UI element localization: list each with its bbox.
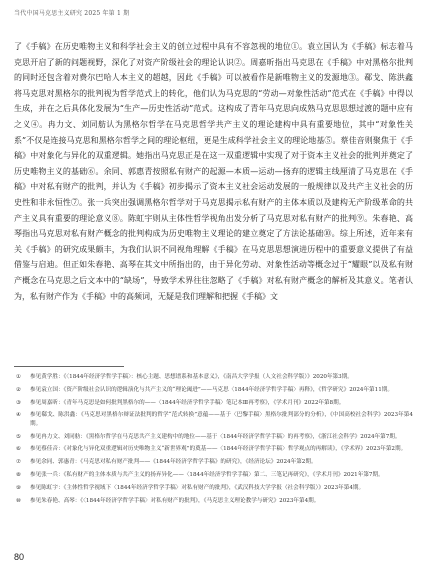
footnote-number: ④ (16, 412, 22, 419)
footnote-number: ⑤ (16, 433, 22, 440)
footnote (14, 373, 413, 381)
page-number: 80 (14, 552, 25, 562)
footnote-divider (14, 366, 124, 367)
footnote (14, 497, 413, 505)
footnote (14, 484, 413, 492)
footnote-text: 参见黄学胜：《〈1844年经济学哲学手稿〉：核心主题、思想谱系和基本意义》，《南昌大学学报（人文社会科学版）》2020年第3期。 (30, 374, 353, 380)
footnote-text: 参见朱春艳、高琴：《〈1844年经济学哲学手稿〉对私有财产的批判》，《马克思主义理论教学与研究》2023年第4期。 (30, 497, 320, 504)
footnote-text: 参见周嘉昕：《青年马克思是如何批判黑格尔的——〈1844年经济学哲学手稿〉笔记本Ⅲ再考察》，《学术月刊》2022年第8期。 (30, 399, 345, 406)
footnote (14, 386, 413, 394)
footnote (14, 471, 413, 479)
footnote-number: ⑥ (16, 446, 22, 453)
footnote (14, 399, 413, 407)
footnote-text: 参见蔡佳音：《对象化与异化双重逻辑对历史唯物主义“新世界观”的奠基——〈1844年经济学哲学手稿〉哲学观点的再解读》，《学术界》2023年第2期。 (30, 446, 407, 453)
footnote (14, 458, 413, 466)
footnote (14, 433, 413, 441)
footnote-text: 参见张一兵：《私有财产的主体本质与共产主义的扬弃异化——〈1844年经济学哲学手稿〉第二、三笔记再研究》，《学术月刊》2021年第7期。 (30, 471, 384, 478)
footnote (14, 445, 413, 453)
footnote-text: 参见袁立国：《资产阶级社会认识的逻辑演化与共产主义的“理论阈进”——马克思〈1844年经济学哲学手稿〉再释》，《哲学研究》2024年第11期。 (30, 386, 393, 393)
footnote-text: 参见冉力文、刘同舫：《黑格尔哲学在马克思共产主义建构中的地位——基于〈1844年经济学哲学手稿〉的再考察》，《浙江社会科学》2024年第7期。 (30, 433, 401, 440)
footnote-number: ⑦ (16, 459, 22, 466)
footnote-text: 参见余同、郭惠青：《马克思对私有财产批判——《1844年经济学哲学手稿》的研究》，《经济论坛》2024年第2期。 (30, 459, 317, 466)
footnote-number: ② (16, 386, 22, 393)
footnote-number: ③ (16, 399, 22, 406)
footnotes (14, 373, 413, 509)
running-header: 当代中国马克思主义研究 2025 年第 1 期 (14, 10, 130, 17)
footnote-number: ⑧ (16, 471, 22, 478)
footnote-number: ① (16, 374, 22, 380)
footnote-number: ⑩ (16, 497, 22, 504)
footnote-text: 参见陈虹宇：《主体性哲学视域下〈1844年经济学哲学手稿〉对私有财产的批判》，《武汉科技大学学报（社会科学版）》2023年第4期。 (30, 484, 365, 491)
footnote-number: ⑨ (16, 484, 22, 491)
footnote (14, 411, 413, 428)
body-paragraph: 了《手稿》在历史唯物主义和科学社会主义的创立过程中具有不容忽视的地位①。袁立国认为《手稿》标志着马克思开启了新的问题视野，深化了对资产阶级社会的理论认识②。周嘉昕指出马克思在《手稿》中对黑格尔批判的同时还包含着对费尔巴哈人本主义的超越，因此《手稿》可以被看作是新唯物主义的发源地③。郗戈、陈洪鑫将马克思对黑格尔的批判视为哲学范式上的转化，他们认为马克思的“劳动—对象性活动”范式在《手稿》中得以生成，并在之后具体化发展为“生产—历史性活动”范式。这构成了青年马克思向成熟马克思思想过渡的题中应有之义④。冉力文、刘同舫认为黑格尔哲学在马克思哲学共产主义的理论建构中具有重要地位，其中“对象性关系”不仅是连接马克思和黑格尔哲学之间的理论枢纽，更是生成科学社会主义的理论地基⑤。蔡佳音则聚焦于《手稿》中对象化与异化的双重逻辑。她指出马克思正是在这一双重逻辑中实现了对于资本主义社会的批判并奠定了历史唯物主义的基础⑥。余同、郭惠青按照私有财产的起源—本质—运动—扬弃的逻辑主线厘清了马克思在《手稿》中对私有财产的批判，并认为《手稿》初步揭示了资本主义社会运动发展的一般规律以及共产主义社会的历史性和非永恒性⑦。张一兵突出强调黑格尔哲学对于马克思揭示私有财产的主体本质以及建构无产阶级革命的共产主义具有重要的理论意义⑧。陈虹宇则从主体性哲学视角出发分析了马克思对私有财产的批判⑨。朱春艳、高琴指出马克思对私有财产概念的批判构成为历史唯物主义理论的建立奠定了方法论基础⑩。综上所述，近年来有关《手稿》的研究成果颇丰，为我们认识不同视角理解《手稿》在马克思思想演进历程中的重要意义提供了有益借鉴与启迪。但正如朱春艳、高琴在其文中所指出的，由于异化劳动、对象性活动等概念过于“耀眼”以及私有财产概念在马克思之后文本中的“缺场”，导致学术界往往忽略了《手稿》对私有财产概念的解析及其意义。笔者认为，私有财产作为《手稿》中的高频词，无疑是我们理解和把握《手稿》文 (14, 42, 413, 301)
main-text (14, 39, 413, 304)
footnote-text: 参见郗戈、陈洪鑫：《马克思对黑格尔辩证法批判的哲学“范式转换”意蕴——基于〈巴黎手稿〉黑格尔批判部分的分析》，《中国高校社会科学》2023年第4期。 (30, 412, 413, 427)
